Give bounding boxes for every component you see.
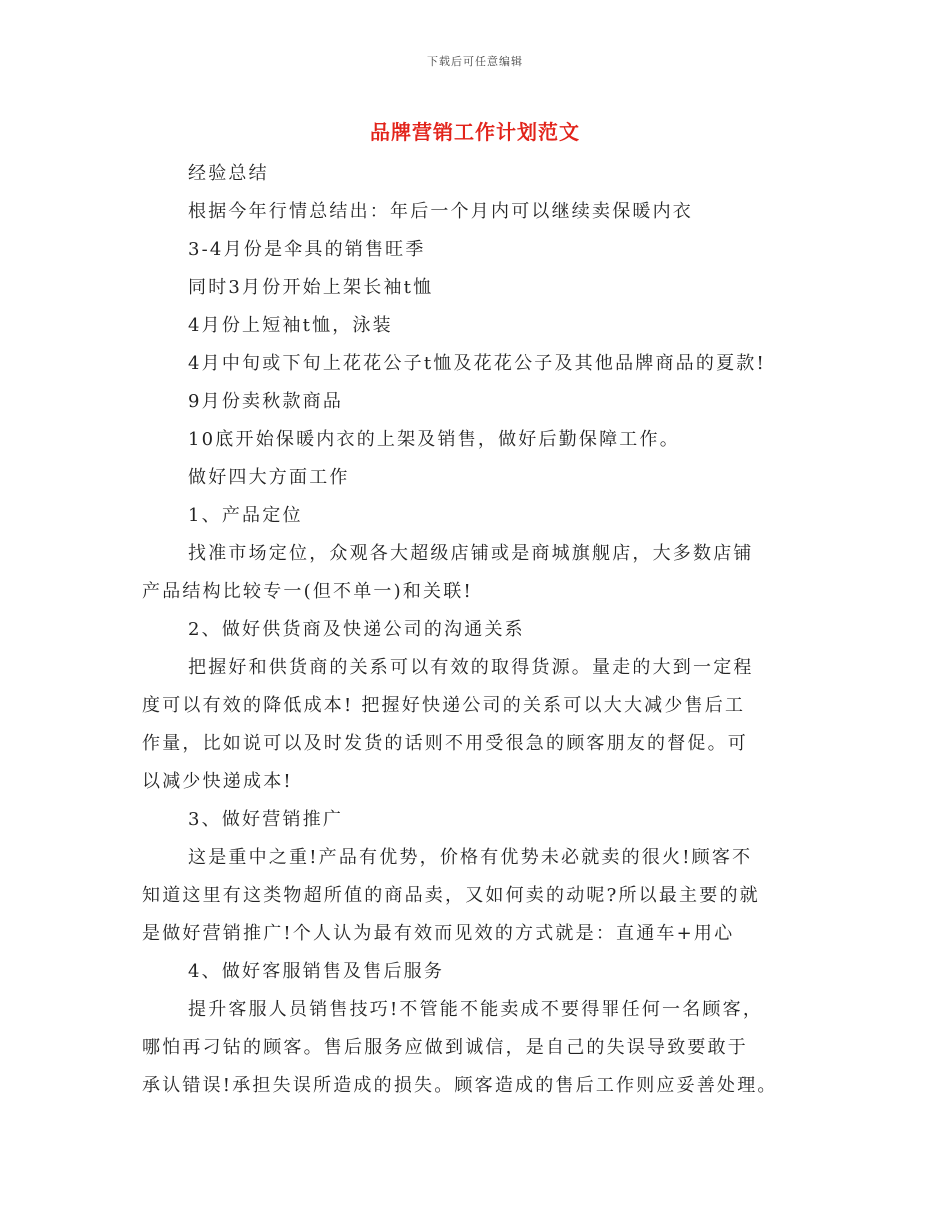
paragraph-line: 作量，比如说可以及时发货的话则不用受很急的顾客朋友的督促。可 <box>142 733 748 754</box>
paragraph-line: 做好四大方面工作 <box>188 467 350 488</box>
paragraph-line: 根据今年行情总结出：年后一个月内可以继续卖保暖内衣 <box>188 201 693 222</box>
section-heading: 1、产品定位 <box>188 505 303 526</box>
paragraph-line: 10底开始保暖内衣的上架及销售，做好后勤保障工作。 <box>188 429 680 450</box>
paragraph-line: 4月中旬或下旬上花花公子t恤及花花公子及其他品牌商品的夏款! <box>188 353 766 374</box>
paragraph-line: 同时3月份开始上架长袖t恤 <box>188 277 434 298</box>
paragraph-line: 知道这里有这类物超所值的商品卖，又如何卖的动呢?所以最主要的就 <box>142 885 760 906</box>
paragraph-line: 产品结构比较专一(但不单一)和关联! <box>142 581 473 602</box>
paragraph-line: 是做好营销推广!个人认为最有效而见效的方式就是：直通车+用心 <box>142 923 735 944</box>
paragraph-line: 这是重中之重!产品有优势，价格有优势未必就卖的很火!顾客不 <box>188 847 753 868</box>
section-heading: 3、做好营销推广 <box>188 809 344 830</box>
section-heading: 4、做好客服销售及售后服务 <box>188 961 445 982</box>
paragraph-line: 以减少快递成本! <box>142 771 293 792</box>
document-body <box>142 155 832 1105</box>
paragraph-line: 把握好和供货商的关系可以有效的取得货源。量走的大到一定程 <box>188 657 754 678</box>
document-title: 品牌营销工作计划范文 <box>370 120 580 144</box>
paragraph-line: 承认错误!承担失误所造成的损失。顾客造成的售后工作则应妥善处理。 <box>142 1075 778 1096</box>
paragraph-line: 9月份卖秋款商品 <box>188 391 344 412</box>
page-header-note: 下载后可任意编辑 <box>427 55 523 68</box>
paragraph-line: 4月份上短袖t恤，泳装 <box>188 315 393 336</box>
paragraph-line: 哪怕再刁钻的顾客。售后服务应做到诚信，是自己的失误导致要敢于 <box>142 1037 748 1058</box>
paragraph-line: 3-4月份是伞具的销售旺季 <box>188 239 426 260</box>
paragraph-line: 度可以有效的降低成本! 把握好快递公司的关系可以大大减少售后工 <box>142 695 746 716</box>
section-heading: 2、做好供货商及快递公司的沟通关系 <box>188 619 525 640</box>
paragraph-line: 经验总结 <box>188 163 269 184</box>
paragraph-line: 找准市场定位，众观各大超级店铺或是商城旗舰店，大多数店铺 <box>188 543 754 564</box>
paragraph-line: 提升客服人员销售技巧!不管能不能卖成不要得罪任何一名顾客， <box>188 999 764 1020</box>
